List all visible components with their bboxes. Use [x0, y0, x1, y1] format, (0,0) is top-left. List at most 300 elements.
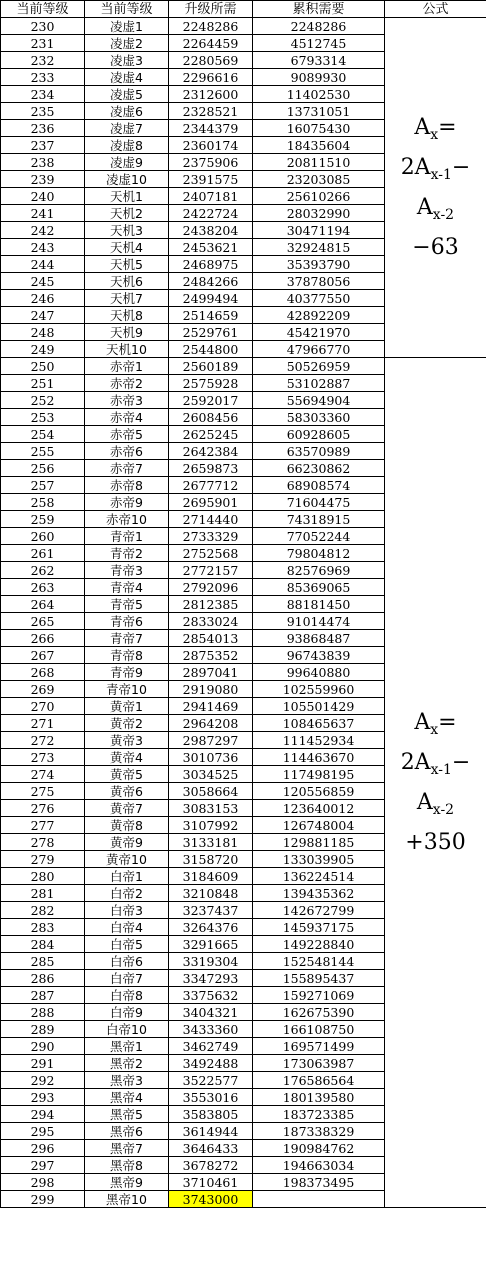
cumulative-required-cell: 11402530 — [253, 86, 385, 103]
formula-line-const: +350 — [405, 829, 466, 855]
upgrade-required-cell: 2453621 — [169, 239, 253, 256]
level-name-cell: 天机7 — [85, 290, 169, 307]
level-cell: 294 — [1, 1106, 85, 1123]
cumulative-required-cell: 25610266 — [253, 188, 385, 205]
level-name-cell: 黄帝10 — [85, 851, 169, 868]
cumulative-required-cell: 63570989 — [253, 443, 385, 460]
cumulative-required-cell: 129881185 — [253, 834, 385, 851]
level-name-cell: 天机4 — [85, 239, 169, 256]
upgrade-required-cell: 3553016 — [169, 1089, 253, 1106]
level-name-cell: 青帝5 — [85, 596, 169, 613]
upgrade-required-cell: 2312600 — [169, 86, 253, 103]
formula-a: A — [414, 709, 431, 735]
level-cell: 243 — [1, 239, 85, 256]
level-name-cell: 赤帝2 — [85, 375, 169, 392]
header-upgrade-required: 升级所需 — [169, 1, 253, 18]
cumulative-required-cell: 117498195 — [253, 766, 385, 783]
level-cell: 298 — [1, 1174, 85, 1191]
level-name-cell: 黑帝6 — [85, 1123, 169, 1140]
formula-sub-x: x — [430, 721, 439, 738]
level-cell: 257 — [1, 477, 85, 494]
level-cell: 274 — [1, 766, 85, 783]
level-cell: 258 — [1, 494, 85, 511]
upgrade-required-cell: 3743000 — [169, 1191, 253, 1208]
level-cell: 241 — [1, 205, 85, 222]
level-cell: 232 — [1, 52, 85, 69]
level-cell: 287 — [1, 987, 85, 1004]
formula-line-const: −63 — [412, 234, 459, 260]
level-name-cell: 赤帝10 — [85, 511, 169, 528]
upgrade-required-cell: 3034525 — [169, 766, 253, 783]
cumulative-required-cell: 47966770 — [253, 341, 385, 358]
level-cell: 271 — [1, 715, 85, 732]
cumulative-required-cell: 139435362 — [253, 885, 385, 902]
upgrade-required-cell: 2752568 — [169, 545, 253, 562]
upgrade-required-cell: 2560189 — [169, 358, 253, 375]
level-name-cell: 青帝4 — [85, 579, 169, 596]
cumulative-required-cell: 66230862 — [253, 460, 385, 477]
upgrade-required-cell: 2264459 — [169, 35, 253, 52]
level-cell: 277 — [1, 817, 85, 834]
level-cell: 279 — [1, 851, 85, 868]
upgrade-required-cell: 3522577 — [169, 1072, 253, 1089]
level-name-cell: 赤帝9 — [85, 494, 169, 511]
upgrade-required-cell: 2677712 — [169, 477, 253, 494]
level-name-cell: 黄帝9 — [85, 834, 169, 851]
level-cell: 251 — [1, 375, 85, 392]
level-cell: 262 — [1, 562, 85, 579]
upgrade-required-cell: 2625245 — [169, 426, 253, 443]
level-cell: 269 — [1, 681, 85, 698]
cumulative-required-cell: 58303360 — [253, 409, 385, 426]
level-cell: 253 — [1, 409, 85, 426]
formula-line-term1 — [385, 148, 486, 188]
cumulative-required-cell: 42892209 — [253, 307, 385, 324]
upgrade-required-cell: 3404321 — [169, 1004, 253, 1021]
upgrade-required-cell: 2875352 — [169, 647, 253, 664]
level-name-cell: 凌虚6 — [85, 103, 169, 120]
level-name-cell: 青帝2 — [85, 545, 169, 562]
upgrade-required-cell: 3158720 — [169, 851, 253, 868]
level-name-cell: 白帝1 — [85, 868, 169, 885]
level-cell: 235 — [1, 103, 85, 120]
table-row — [1, 358, 486, 375]
cumulative-required-cell: 20811510 — [253, 154, 385, 171]
formula-sub-x-1: x-1 — [430, 761, 452, 778]
formula-a: A — [414, 114, 431, 140]
level-cell: 297 — [1, 1157, 85, 1174]
formula-sub-x-2: x-2 — [432, 801, 455, 818]
formula-sub-x: x — [430, 126, 439, 143]
level-name-cell: 天机2 — [85, 205, 169, 222]
level-name-cell: 青帝6 — [85, 613, 169, 630]
level-name-cell: 青帝3 — [85, 562, 169, 579]
formula-2a: 2A — [400, 749, 431, 775]
level-name-cell: 黄帝6 — [85, 783, 169, 800]
cumulative-required-cell: 114463670 — [253, 749, 385, 766]
upgrade-required-cell: 3184609 — [169, 868, 253, 885]
upgrade-required-cell: 2964208 — [169, 715, 253, 732]
formula-sub-x-1: x-1 — [430, 166, 452, 183]
upgrade-required-cell: 2407181 — [169, 188, 253, 205]
cumulative-required-cell: 166108750 — [253, 1021, 385, 1038]
level-name-cell: 天机1 — [85, 188, 169, 205]
upgrade-required-cell: 2642384 — [169, 443, 253, 460]
formula-line-term1 — [385, 743, 486, 783]
cumulative-required-cell: 133039905 — [253, 851, 385, 868]
upgrade-required-cell: 2484266 — [169, 273, 253, 290]
level-name-cell: 白帝2 — [85, 885, 169, 902]
level-name-cell: 凌虚1 — [85, 18, 169, 35]
upgrade-required-cell: 3614944 — [169, 1123, 253, 1140]
level-cell: 272 — [1, 732, 85, 749]
upgrade-required-cell: 2328521 — [169, 103, 253, 120]
level-cell: 246 — [1, 290, 85, 307]
cumulative-required-cell: 88181450 — [253, 596, 385, 613]
cumulative-required-cell: 55694904 — [253, 392, 385, 409]
level-name-cell: 黑帝1 — [85, 1038, 169, 1055]
level-name-cell: 赤帝7 — [85, 460, 169, 477]
level-name-cell: 青帝7 — [85, 630, 169, 647]
cumulative-required-cell: 50526959 — [253, 358, 385, 375]
cumulative-required-cell: 77052244 — [253, 528, 385, 545]
cumulative-required-cell: 68908574 — [253, 477, 385, 494]
upgrade-required-cell: 2499494 — [169, 290, 253, 307]
upgrade-required-cell: 3083153 — [169, 800, 253, 817]
upgrade-required-cell: 3492488 — [169, 1055, 253, 1072]
cumulative-required-cell: 2248286 — [253, 18, 385, 35]
level-name-cell: 白帝9 — [85, 1004, 169, 1021]
level-name-cell: 赤帝5 — [85, 426, 169, 443]
level-cell: 289 — [1, 1021, 85, 1038]
level-name-cell: 天机8 — [85, 307, 169, 324]
formula-line-term2 — [385, 783, 486, 823]
level-cell: 282 — [1, 902, 85, 919]
level-cell: 252 — [1, 392, 85, 409]
level-name-cell: 天机9 — [85, 324, 169, 341]
level-cell: 275 — [1, 783, 85, 800]
level-cell: 292 — [1, 1072, 85, 1089]
formula-cell — [385, 18, 486, 358]
level-name-cell: 凌虚7 — [85, 120, 169, 137]
upgrade-required-cell: 3264376 — [169, 919, 253, 936]
formula-line-lhs — [385, 703, 486, 743]
level-name-cell: 凌虚4 — [85, 69, 169, 86]
table-row — [1, 18, 486, 35]
level-name-cell: 黄帝4 — [85, 749, 169, 766]
level-name-cell: 青帝10 — [85, 681, 169, 698]
upgrade-required-cell: 2280569 — [169, 52, 253, 69]
upgrade-required-cell: 2375906 — [169, 154, 253, 171]
cumulative-required-cell: 126748004 — [253, 817, 385, 834]
cumulative-required-cell: 159271069 — [253, 987, 385, 1004]
level-name-cell: 黑帝7 — [85, 1140, 169, 1157]
header-level-name: 当前等级 — [85, 1, 169, 18]
level-name-cell: 白帝7 — [85, 970, 169, 987]
level-cell: 260 — [1, 528, 85, 545]
upgrade-required-cell: 3010736 — [169, 749, 253, 766]
level-cell: 299 — [1, 1191, 85, 1208]
header-cumulative-required: 累积需要 — [253, 1, 385, 18]
cumulative-required-cell: 93868487 — [253, 630, 385, 647]
level-name-cell: 赤帝1 — [85, 358, 169, 375]
level-cell: 250 — [1, 358, 85, 375]
level-name-cell: 青帝8 — [85, 647, 169, 664]
level-name-cell: 凌虚8 — [85, 137, 169, 154]
cumulative-required-cell: 169571499 — [253, 1038, 385, 1055]
level-cell: 234 — [1, 86, 85, 103]
level-cell: 248 — [1, 324, 85, 341]
level-name-cell: 黄帝1 — [85, 698, 169, 715]
level-cell: 238 — [1, 154, 85, 171]
cumulative-required-cell: 96743839 — [253, 647, 385, 664]
level-name-cell: 赤帝4 — [85, 409, 169, 426]
level-name-cell: 黄帝3 — [85, 732, 169, 749]
cumulative-required-cell: 198373495 — [253, 1174, 385, 1191]
level-name-cell: 赤帝6 — [85, 443, 169, 460]
table-body — [1, 18, 486, 1208]
level-cell: 240 — [1, 188, 85, 205]
upgrade-required-cell: 2919080 — [169, 681, 253, 698]
upgrade-required-cell: 2422724 — [169, 205, 253, 222]
cumulative-required-cell: 155895437 — [253, 970, 385, 987]
upgrade-required-cell: 3319304 — [169, 953, 253, 970]
cumulative-required-cell: 37878056 — [253, 273, 385, 290]
upgrade-required-cell: 2854013 — [169, 630, 253, 647]
upgrade-required-cell: 3347293 — [169, 970, 253, 987]
cumulative-required-cell: 162675390 — [253, 1004, 385, 1021]
formula-minus: − — [451, 154, 471, 180]
upgrade-required-cell: 2659873 — [169, 460, 253, 477]
level-cell: 244 — [1, 256, 85, 273]
upgrade-required-cell: 2608456 — [169, 409, 253, 426]
level-name-cell: 凌虚2 — [85, 35, 169, 52]
level-name-cell: 凌虚5 — [85, 86, 169, 103]
formula-a2: A — [416, 789, 433, 815]
cumulative-required-cell: 123640012 — [253, 800, 385, 817]
upgrade-required-cell: 3710461 — [169, 1174, 253, 1191]
cumulative-required-cell: 6793314 — [253, 52, 385, 69]
level-cell: 264 — [1, 596, 85, 613]
formula-line-lhs — [385, 108, 486, 148]
cumulative-required-cell: 18435604 — [253, 137, 385, 154]
cumulative-required-cell: 180139580 — [253, 1089, 385, 1106]
upgrade-required-cell: 2360174 — [169, 137, 253, 154]
upgrade-required-cell: 3058664 — [169, 783, 253, 800]
level-name-cell: 黄帝2 — [85, 715, 169, 732]
level-name-cell: 凌虚10 — [85, 171, 169, 188]
cumulative-required-cell: 176586564 — [253, 1072, 385, 1089]
cumulative-required-cell: 111452934 — [253, 732, 385, 749]
cumulative-required-cell: 173063987 — [253, 1055, 385, 1072]
level-cell: 256 — [1, 460, 85, 477]
level-cell: 286 — [1, 970, 85, 987]
level-cell: 265 — [1, 613, 85, 630]
level-name-cell: 白帝4 — [85, 919, 169, 936]
upgrade-required-cell: 3375632 — [169, 987, 253, 1004]
level-cell: 284 — [1, 936, 85, 953]
cumulative-required-cell: 32924815 — [253, 239, 385, 256]
cumulative-required-cell: 102559960 — [253, 681, 385, 698]
upgrade-required-cell: 2391575 — [169, 171, 253, 188]
formula-minus: − — [451, 749, 471, 775]
upgrade-required-cell: 2468975 — [169, 256, 253, 273]
level-name-cell: 黑帝8 — [85, 1157, 169, 1174]
upgrade-required-cell: 3433360 — [169, 1021, 253, 1038]
cumulative-required-cell: 108465637 — [253, 715, 385, 732]
level-name-cell: 黑帝3 — [85, 1072, 169, 1089]
cumulative-required-cell: 53102887 — [253, 375, 385, 392]
cumulative-required-cell: 136224514 — [253, 868, 385, 885]
upgrade-required-cell: 3462749 — [169, 1038, 253, 1055]
level-name-cell: 黄帝8 — [85, 817, 169, 834]
level-cell: 293 — [1, 1089, 85, 1106]
upgrade-required-cell: 2833024 — [169, 613, 253, 630]
upgrade-required-cell: 2514659 — [169, 307, 253, 324]
cumulative-required-cell: 9089930 — [253, 69, 385, 86]
level-cell: 288 — [1, 1004, 85, 1021]
formula-line-term2 — [385, 188, 486, 228]
upgrade-required-cell: 2695901 — [169, 494, 253, 511]
level-name-cell: 黑帝4 — [85, 1089, 169, 1106]
upgrade-required-cell: 2529761 — [169, 324, 253, 341]
upgrade-required-cell: 3678272 — [169, 1157, 253, 1174]
upgrade-required-cell: 3107992 — [169, 817, 253, 834]
header-level: 当前等级 — [1, 1, 85, 18]
level-name-cell: 黑帝10 — [85, 1191, 169, 1208]
upgrade-required-cell: 2987297 — [169, 732, 253, 749]
level-name-cell: 天机5 — [85, 256, 169, 273]
level-name-cell: 青帝1 — [85, 528, 169, 545]
formula-a2: A — [416, 194, 433, 220]
level-name-cell: 青帝9 — [85, 664, 169, 681]
level-cell: 254 — [1, 426, 85, 443]
level-cell: 291 — [1, 1055, 85, 1072]
cumulative-required-cell: 71604475 — [253, 494, 385, 511]
level-name-cell: 黄帝7 — [85, 800, 169, 817]
level-name-cell: 赤帝8 — [85, 477, 169, 494]
level-cell: 283 — [1, 919, 85, 936]
upgrade-required-cell: 3237437 — [169, 902, 253, 919]
cumulative-required-cell: 4512745 — [253, 35, 385, 52]
upgrade-required-cell: 2575928 — [169, 375, 253, 392]
upgrade-required-cell: 2438204 — [169, 222, 253, 239]
upgrade-required-cell: 2792096 — [169, 579, 253, 596]
cumulative-required-cell: 120556859 — [253, 783, 385, 800]
level-name-cell: 白帝10 — [85, 1021, 169, 1038]
cumulative-required-cell: 30471194 — [253, 222, 385, 239]
level-name-cell: 天机10 — [85, 341, 169, 358]
cumulative-required-cell: 35393790 — [253, 256, 385, 273]
level-cell: 270 — [1, 698, 85, 715]
level-cell: 236 — [1, 120, 85, 137]
level-cell: 245 — [1, 273, 85, 290]
upgrade-required-cell: 2592017 — [169, 392, 253, 409]
level-cell: 231 — [1, 35, 85, 52]
cumulative-required-cell: 194663034 — [253, 1157, 385, 1174]
header-row — [1, 1, 486, 18]
level-name-cell: 白帝5 — [85, 936, 169, 953]
cumulative-required-cell: 152548144 — [253, 953, 385, 970]
level-name-cell: 赤帝3 — [85, 392, 169, 409]
level-name-cell: 白帝6 — [85, 953, 169, 970]
cumulative-required-cell — [253, 1191, 385, 1208]
cumulative-required-cell: 40377550 — [253, 290, 385, 307]
level-name-cell: 白帝3 — [85, 902, 169, 919]
level-name-cell: 黑帝9 — [85, 1174, 169, 1191]
formula-sub-x-2: x-2 — [432, 206, 455, 223]
cumulative-required-cell: 60928605 — [253, 426, 385, 443]
upgrade-required-cell: 3133181 — [169, 834, 253, 851]
level-cell: 247 — [1, 307, 85, 324]
level-cell: 259 — [1, 511, 85, 528]
level-cell: 278 — [1, 834, 85, 851]
cumulative-required-cell: 145937175 — [253, 919, 385, 936]
upgrade-required-cell: 2941469 — [169, 698, 253, 715]
header-formula: 公式 — [385, 1, 486, 18]
level-cell: 290 — [1, 1038, 85, 1055]
upgrade-required-cell: 3583805 — [169, 1106, 253, 1123]
level-cell: 280 — [1, 868, 85, 885]
cumulative-required-cell: 28032990 — [253, 205, 385, 222]
formula-equals: = — [438, 114, 457, 140]
level-cell: 295 — [1, 1123, 85, 1140]
upgrade-required-cell: 3291665 — [169, 936, 253, 953]
upgrade-required-cell: 2296616 — [169, 69, 253, 86]
level-cell: 285 — [1, 953, 85, 970]
cumulative-required-cell: 149228840 — [253, 936, 385, 953]
cumulative-required-cell: 23203085 — [253, 171, 385, 188]
level-name-cell: 黄帝5 — [85, 766, 169, 783]
upgrade-required-cell: 2714440 — [169, 511, 253, 528]
level-name-cell: 凌虚3 — [85, 52, 169, 69]
upgrade-required-cell: 3210848 — [169, 885, 253, 902]
formula-equals: = — [438, 709, 457, 735]
upgrade-required-cell: 2812385 — [169, 596, 253, 613]
upgrade-required-cell: 2897041 — [169, 664, 253, 681]
formula-2a: 2A — [400, 154, 431, 180]
level-cell: 266 — [1, 630, 85, 647]
level-cell: 230 — [1, 18, 85, 35]
upgrade-required-cell: 2544800 — [169, 341, 253, 358]
level-cell: 239 — [1, 171, 85, 188]
level-cell: 281 — [1, 885, 85, 902]
cumulative-required-cell: 105501429 — [253, 698, 385, 715]
cumulative-required-cell: 190984762 — [253, 1140, 385, 1157]
cumulative-required-cell: 82576969 — [253, 562, 385, 579]
cumulative-required-cell: 187338329 — [253, 1123, 385, 1140]
level-cell: 261 — [1, 545, 85, 562]
cumulative-required-cell: 74318915 — [253, 511, 385, 528]
formula-cell — [385, 358, 486, 1208]
level-cell: 233 — [1, 69, 85, 86]
cumulative-required-cell: 13731051 — [253, 103, 385, 120]
cumulative-required-cell: 142672799 — [253, 902, 385, 919]
upgrade-required-cell: 3646433 — [169, 1140, 253, 1157]
level-cell: 263 — [1, 579, 85, 596]
level-cell: 276 — [1, 800, 85, 817]
cumulative-required-cell: 79804812 — [253, 545, 385, 562]
level-name-cell: 凌虚9 — [85, 154, 169, 171]
level-cell: 249 — [1, 341, 85, 358]
level-name-cell: 黑帝5 — [85, 1106, 169, 1123]
cumulative-required-cell: 85369065 — [253, 579, 385, 596]
upgrade-required-cell: 2733329 — [169, 528, 253, 545]
cumulative-required-cell: 16075430 — [253, 120, 385, 137]
level-cell: 296 — [1, 1140, 85, 1157]
level-cell: 242 — [1, 222, 85, 239]
upgrade-required-cell: 2248286 — [169, 18, 253, 35]
